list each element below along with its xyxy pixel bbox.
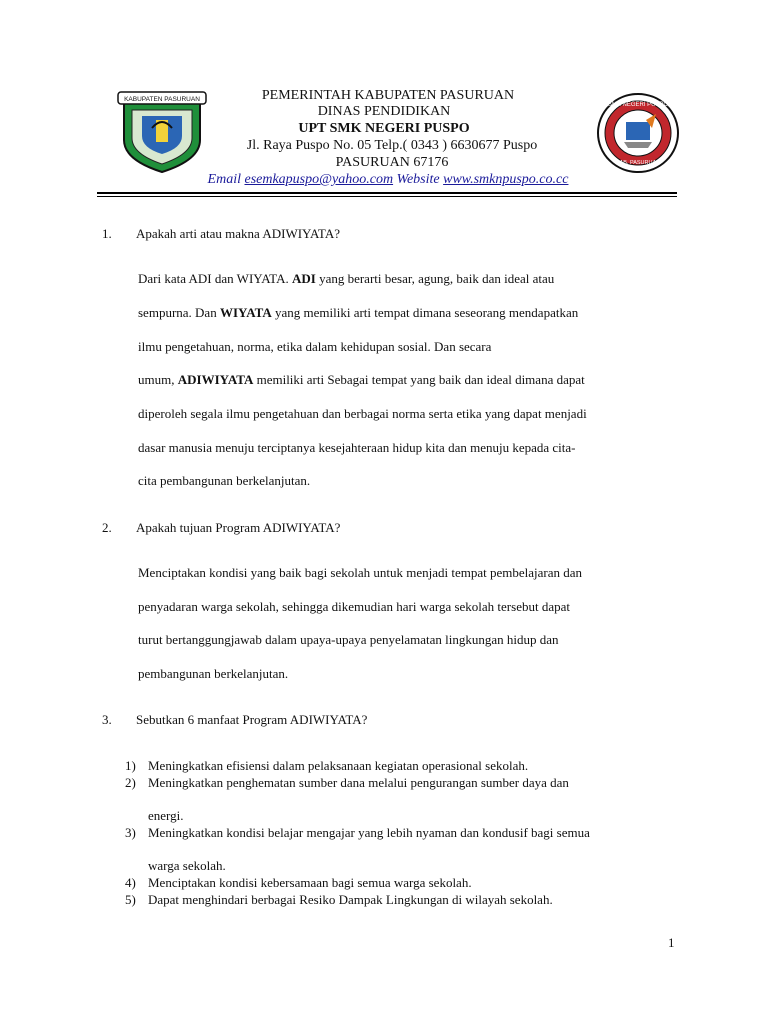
email-label: Email — [207, 172, 241, 187]
answer-1-line: Dari kata ADI dan WIYATA. ADI yang berarti besar, agung, baik dan ideal atau — [138, 271, 555, 286]
answer-2-line: turut bertanggungjawab dalam upaya-upaya penyelamatan lingkungan hidup dan — [138, 632, 559, 647]
answer-1-line: cita pembangunan berkelanjutan. — [138, 473, 311, 488]
letterhead-address: Jl. Raya Puspo No. 05 Telp.( 0343 ) 6630677 Puspo — [246, 138, 538, 153]
letterhead-line-3: UPT SMK NEGERI PUSPO — [298, 121, 470, 136]
right-logo-text: SMK NEGERI PUSPO — [607, 102, 669, 108]
email-link[interactable]: esemkapuspo@yahoo.com — [244, 172, 394, 187]
letterhead-contact — [4, 172, 768, 188]
answer-2-line: Menciptakan kondisi yang baik bagi sekolah untuk menjadi tempat pembelajaran dan — [138, 565, 583, 580]
letterhead-rule-thick — [97, 192, 677, 194]
question-number: 1. — [102, 226, 112, 241]
website-link[interactable]: www.smknpuspo.co.cc — [443, 172, 569, 187]
answer-1-line: sempurna. Dan WIYATA yang memiliki arti tempat dimana seseorang mendapatkan — [138, 305, 579, 320]
question-text: Apakah arti atau makna ADIWIYATA? — [136, 226, 340, 241]
left-logo-text: KABUPATEN PASURUAN — [124, 96, 200, 103]
letterhead-line-2: DINAS PENDIDIKAN — [317, 104, 451, 119]
website-label: Website — [396, 172, 440, 187]
question-text: Sebutkan 6 manfaat Program ADIWIYATA? — [136, 712, 368, 727]
letterhead-line-1: PEMERINTAH KABUPATEN PASURUAN — [261, 88, 515, 103]
answer-1-line: dasar manusia menuju terciptanya kesejahteraan hidup kita dan menuju kepada cita- — [138, 440, 576, 455]
answer-1-line: umum, ADIWIYATA memiliki arti Sebagai tempat yang baik dan ideal dimana dapat — [138, 372, 585, 387]
answer-2-line: pembangunan berkelanjutan. — [138, 666, 289, 681]
question-number: 3. — [102, 712, 112, 727]
right-logo-bottom-text: KAB. PASURUAN — [615, 160, 661, 166]
letterhead-city: PASURUAN 67176 — [335, 155, 449, 170]
answer-1-line: ilmu pengetahuan, norma, etika dalam kehidupan sosial. Dan secara — [138, 339, 492, 354]
question-text: Apakah tujuan Program ADIWIYATA? — [136, 520, 341, 535]
question-number: 2. — [102, 520, 112, 535]
page-number: 1 — [668, 935, 675, 950]
letterhead-rule-thin — [97, 196, 677, 197]
answer-2-line: penyadaran warga sekolah, sehingga dikemudian hari warga sekolah tersebut dapat — [138, 599, 570, 614]
answer-1-line: diperoleh segala ilmu pengetahuan dan berbagai norma serta etika yang dapat menjadi — [138, 406, 587, 421]
